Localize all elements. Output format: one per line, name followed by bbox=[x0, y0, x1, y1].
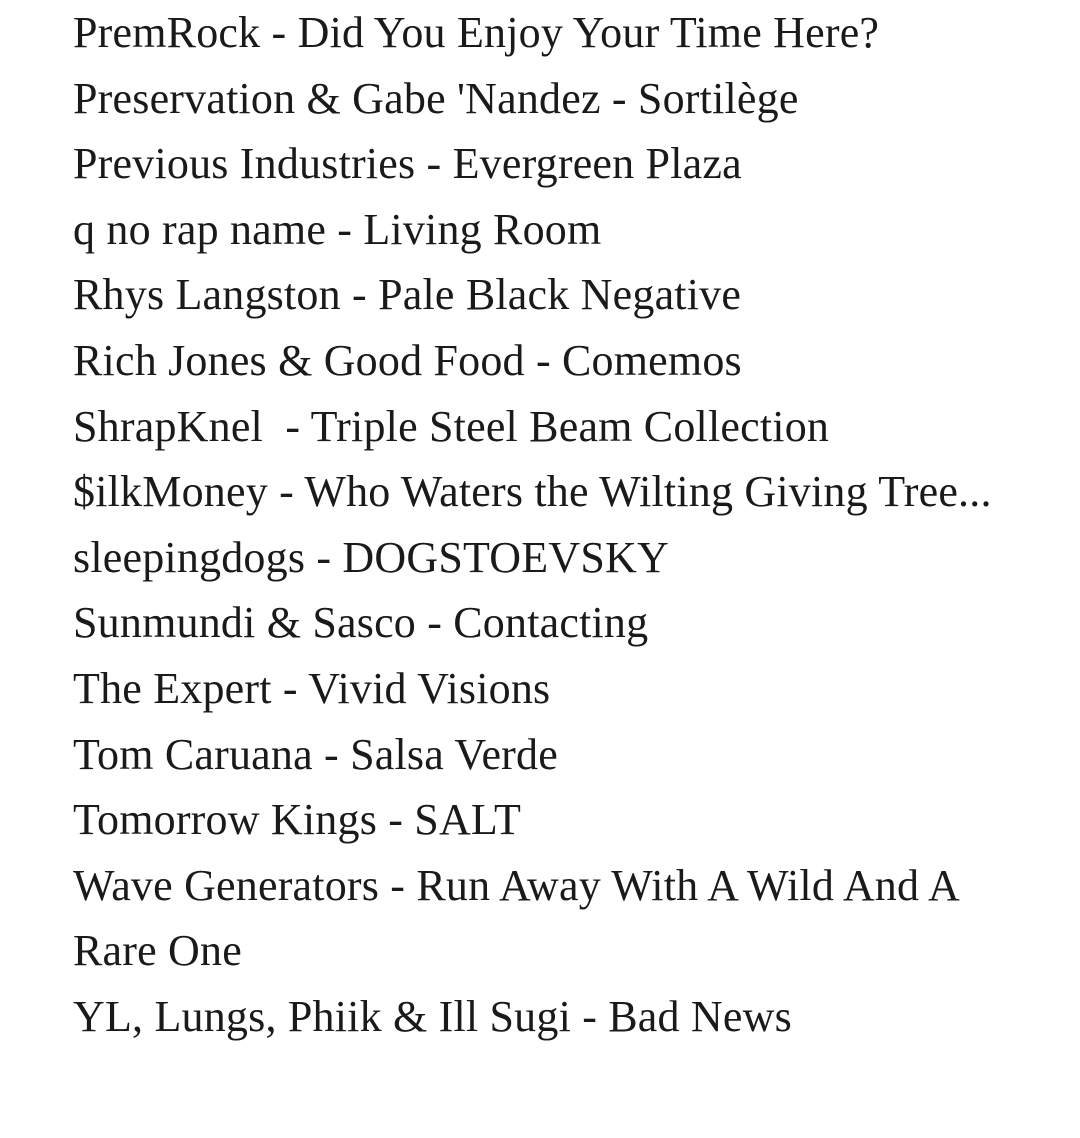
list-item: Tomorrow Kings - SALT bbox=[73, 795, 522, 845]
list-item: The Expert - Vivid Visions bbox=[73, 663, 551, 713]
list-item: YL, Lungs, Phiik & Ill Sugi - Bad News bbox=[73, 991, 792, 1041]
list-item: Rich Jones & Good Food - Comemos bbox=[73, 335, 742, 385]
list-item: q no rap name - Living Room bbox=[73, 204, 602, 254]
list-item: ShrapKnel - Triple Steel Beam Collection bbox=[73, 401, 830, 451]
list-item: Previous Industries - Evergreen Plaza bbox=[73, 139, 742, 189]
list-item: PremRock - Did You Enjoy Your Time Here? bbox=[73, 8, 880, 57]
list-item: sleepingdogs - DOGSTOEVSKY bbox=[73, 532, 669, 582]
list-item: Sunmundi & Sasco - Contacting bbox=[73, 598, 649, 648]
album-list bbox=[73, 0, 1033, 1050]
list-item: $ilkMoney - Who Waters the Wilting Giving Tree... bbox=[73, 467, 992, 517]
list-item: Wave Generators - Run Away With A Wild And A Rare One bbox=[73, 860, 969, 976]
list-item: Preservation & Gabe 'Nandez - Sortilège bbox=[73, 73, 799, 123]
list-item: Rhys Langston - Pale Black Negative bbox=[73, 270, 742, 320]
list-item: Tom Caruana - Salsa Verde bbox=[73, 729, 558, 779]
